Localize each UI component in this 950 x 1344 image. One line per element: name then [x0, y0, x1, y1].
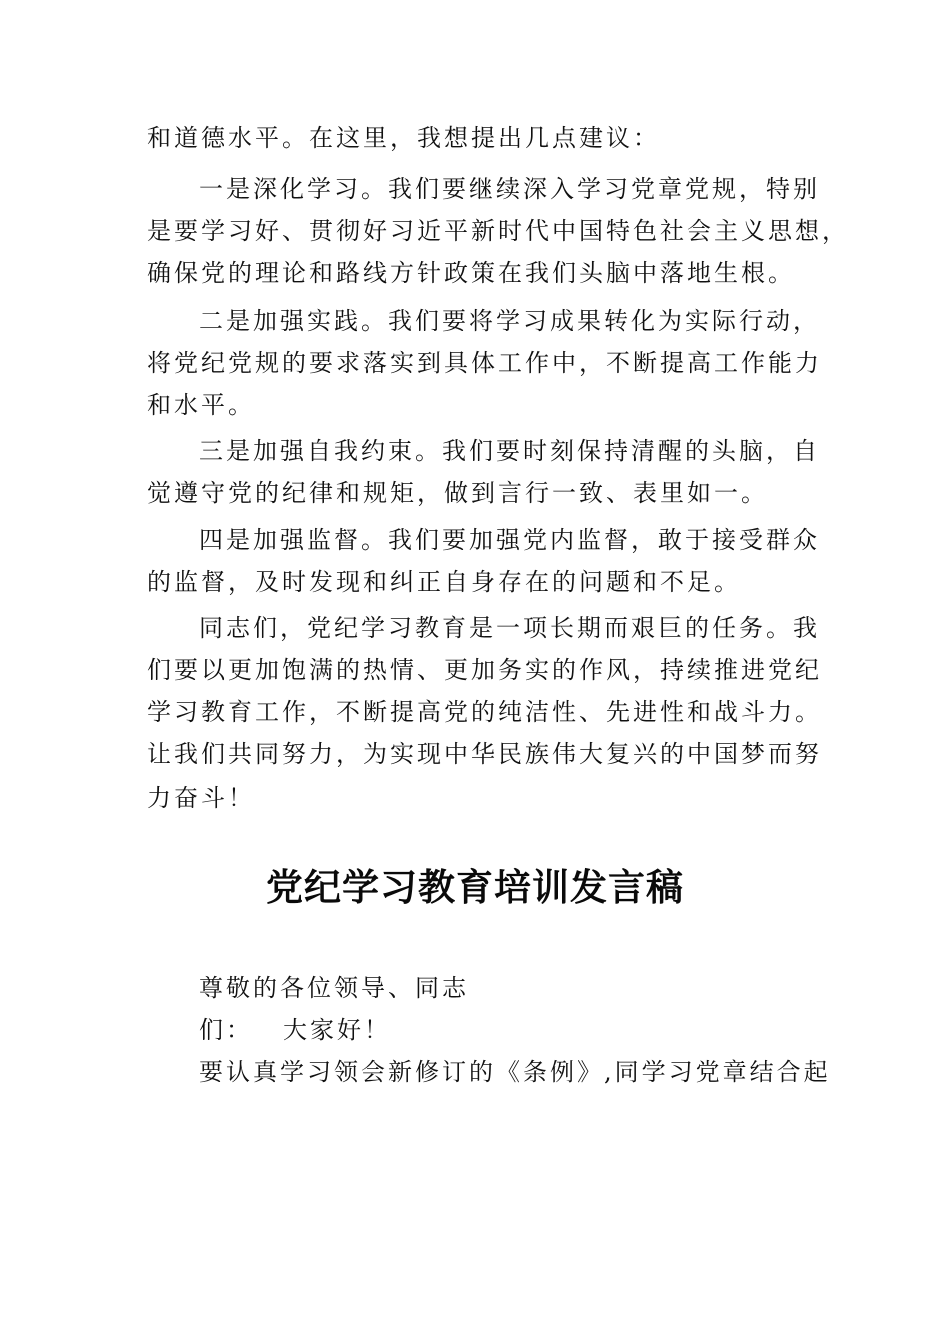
paragraph-line: 们要以更加饱满的热情、更加务实的作风，持续推进党纪 [147, 656, 822, 684]
paragraph-line: 的监督，及时发现和纠正自身存在的问题和不足。 [147, 568, 741, 596]
paragraph-line: 觉遵守党的纪律和规矩，做到言行一致、表里如一。 [147, 479, 768, 507]
paragraph-line: 力奋斗！ [147, 784, 255, 812]
greeting-text: 大家好！ [283, 1016, 391, 1044]
paragraph-line: 确保党的理论和路线方针政策在我们头脑中落地生根。 [147, 259, 795, 287]
page-title: 党纪学习教育培训发言稿 [266, 866, 684, 909]
paragraph-line: 四是加强监督。我们要加强党内监督，敢于接受群众 [199, 526, 820, 554]
paragraph-line: 学习教育工作，不断提高党的纯洁性、先进性和战斗力。 [147, 698, 822, 726]
greeting-line: 尊敬的各位领导、同志 [199, 974, 469, 1002]
paragraph-line: 和道德水平。在这里，我想提出几点建议： [147, 124, 660, 152]
paragraph-line: 三是加强自我约束。我们要时刻保持清醒的头脑，自 [199, 437, 820, 465]
paragraph-line: 和水平。 [147, 391, 255, 419]
paragraph-line: 是要学习好、贯彻好习近平新时代中国特色社会主义思想， [147, 217, 849, 245]
paragraph-line: 一是深化学习。我们要继续深入学习党章党规，特别 [199, 175, 820, 203]
greeting-text: 们： [199, 1016, 253, 1044]
paragraph-line: 将党纪党规的要求落实到具体工作中，不断提高工作能力 [147, 349, 822, 377]
paragraph-line: 让我们共同努力，为实现中华民族伟大复兴的中国梦而努 [147, 740, 822, 768]
paragraph-line: 同志们，党纪学习教育是一项长期而艰巨的任务。我 [199, 614, 820, 642]
greeting-line [199, 1015, 391, 1045]
paragraph-line: 二是加强实践。我们要将学习成果转化为实际行动， [199, 307, 820, 335]
paragraph-line: 要认真学习领会新修订的《条例》,同学习党章结合起 [199, 1058, 831, 1086]
